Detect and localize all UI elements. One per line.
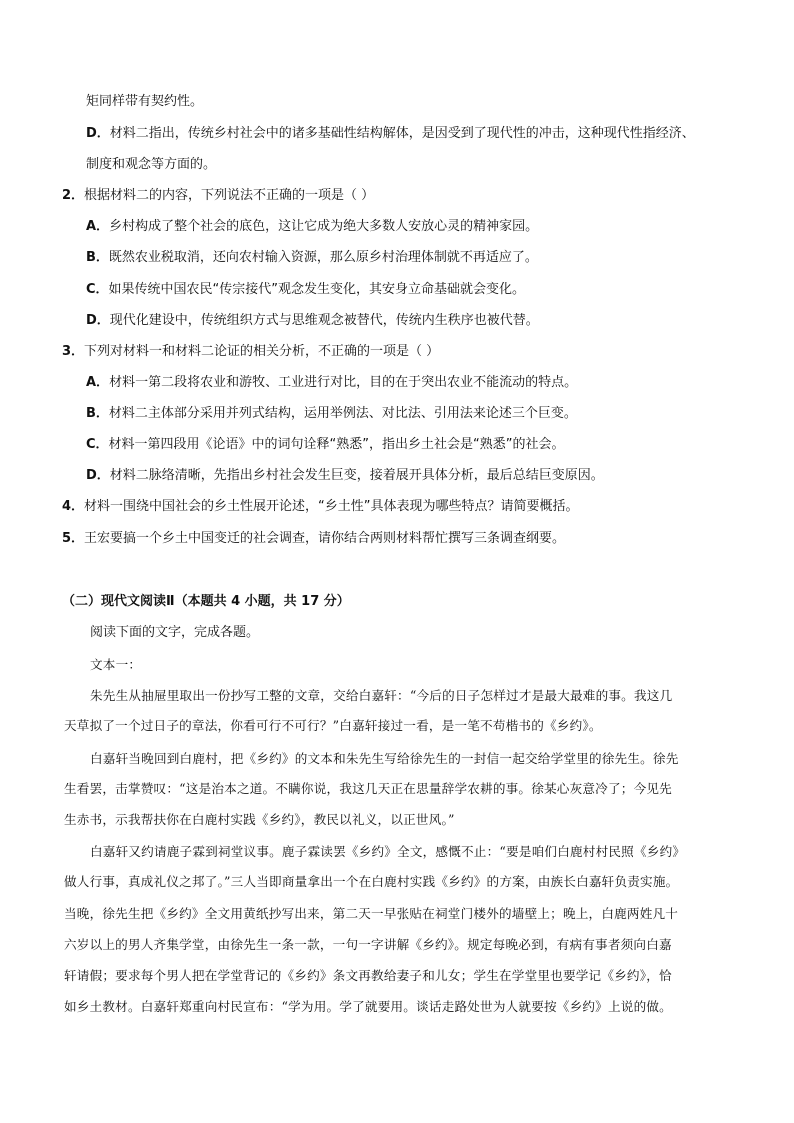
question-2-option-a [86, 217, 538, 237]
option-label: A． [86, 219, 110, 234]
option-label: D． [86, 313, 110, 328]
story-line: 如乡土教材。白嘉轩郑重向村民宣布：“学为用。学了就要用。谈话走路处世为人就要按《乡约》上说的做。 [64, 999, 672, 1014]
option-text: 材料二指出，传统乡村社会中的诸多基础性结构解体，是因受到了现代性的冲击，这种现代性指经济、 [109, 126, 695, 141]
story-line: 白嘉轩当晚回到白鹿村，把《乡约》的文本和朱先生写给徐先生的一封信一起交给学堂里的徐先生。徐先 [90, 751, 679, 766]
question-text: 下列对材料一和材料二论证的相关分析，不正确的一项是（ ） [84, 344, 440, 359]
option-label: B． [86, 406, 109, 421]
option-label: C． [86, 282, 109, 297]
option-text: 既然农业税取消，还向农村输入资源，那么原乡村治理体制就不再适应了。 [108, 250, 538, 265]
question-text: 王宏要搞一个乡土中国变迁的社会调查，请你结合两则材料帮忙撰写三条调查纲要。 [84, 531, 566, 546]
story-line: 六岁以上的男人齐集学堂，由徐先生一条一款，一句一字讲解《乡约》。规定每晚必到，有病有事者须向白嘉 [64, 937, 672, 952]
question-text: 根据材料二的内容，下列说法不正确的一项是（ ） [84, 188, 375, 203]
story-line: 轩请假；要求每个男人把在学堂背记的《乡约》条文再教给妻子和儿女；学生在学堂里也要学记《乡约》，恰 [64, 968, 672, 983]
question-4-stem [62, 497, 579, 517]
option-text: 材料二脉络清晰，先指出乡村社会发生巨变，接着展开具体分析，最后总结巨变原因。 [109, 468, 604, 483]
question-number: 2． [62, 188, 85, 203]
story-line: 做人行事，真成礼仪之邦了。”三人当即商量拿出一个在白鹿村实践《乡约》的方案，由族长白嘉轩负责实施。 [64, 874, 679, 889]
option-c-continuation: 矩同样带有契约性。 [86, 94, 204, 109]
question-2-option-d [86, 311, 539, 331]
question-number: 5． [62, 531, 85, 546]
question-2-option-b [86, 248, 538, 268]
option-d-line-2: 制度和观念等方面的。 [86, 157, 217, 172]
section-instruction: 阅读下面的文字，完成各题。 [90, 625, 260, 640]
question-3-option-c [86, 435, 565, 455]
story-line: 生看罢，击掌赞叹：“这是治本之道。不瞒你说，我这几天正在思量辞学农耕的事。徐某心灰意冷了；今见先 [64, 781, 672, 796]
option-text: 材料一第二段将农业和游牧、工业进行对比，目的在于突出农业不能流动的特点。 [109, 375, 578, 390]
option-label: D． [86, 126, 110, 141]
option-text: 现代化建设中，传统组织方式与思维观念被替代，传统内生秩序也被代替。 [109, 313, 539, 328]
question-2-stem [62, 186, 374, 206]
question-number: 3． [62, 344, 85, 359]
option-label: A． [86, 375, 110, 390]
story-line: 白嘉轩又约请鹿子霖到祠堂议事。鹿子霖读罢《乡约》全文，感慨不止：“要是咱们白鹿村村民照《乡约》 [90, 844, 686, 859]
option-label: C． [86, 437, 109, 452]
section-title: （二）现代文阅读Ⅱ（本题共 4 小题，共 17 分） [62, 594, 350, 609]
question-5-stem [62, 529, 565, 549]
option-label: D． [86, 468, 110, 483]
question-text: 材料一围绕中国社会的乡土性展开论述，“乡土性”具体表现为哪些特点？请简要概括。 [84, 499, 579, 514]
story-line: 天草拟了一个过日子的章法，你看可行不可行？”白嘉轩接过一看，是一笔不苟楷书的《乡约》。 [64, 718, 602, 733]
question-number: 4． [62, 499, 85, 514]
option-text: 如果传统中国农民“传宗接代”观念发生变化，其安身立命基础就会变化。 [108, 282, 526, 297]
text-label: 文本一： [90, 657, 142, 672]
question-3-stem [62, 342, 439, 362]
question-3-option-b [86, 404, 577, 424]
option-text: 材料一第四段用《论语》中的词句诠释“熟悉”，指出乡土社会是“熟悉”的社会。 [108, 437, 565, 452]
story-line: 朱先生从抽屉里取出一份抄写工整的文章，交给白嘉轩：“今后的日子怎样过才是最大最难的事。我这几 [90, 688, 673, 703]
option-d-line-1 [86, 124, 695, 144]
question-3-option-d [86, 466, 604, 486]
option-text: 材料二主体部分采用并列式结构，运用举例法、对比法、引用法来论述三个巨变。 [108, 406, 577, 421]
question-2-option-c [86, 280, 525, 300]
option-label: B． [86, 250, 109, 265]
option-text: 乡村构成了整个社会的底色，这让它成为绝大多数人安放心灵的精神家园。 [109, 219, 539, 234]
story-line: 生赤书，示我帮扶你在白鹿村实践《乡约》，教民以礼义，以正世风。” [64, 812, 455, 827]
question-3-option-a [86, 373, 577, 393]
story-line: 当晚，徐先生把《乡约》全文用黄纸抄写出来，第二天一早张贴在祠堂门楼外的墙壁上；晚上，白鹿两姓凡十 [64, 906, 679, 921]
